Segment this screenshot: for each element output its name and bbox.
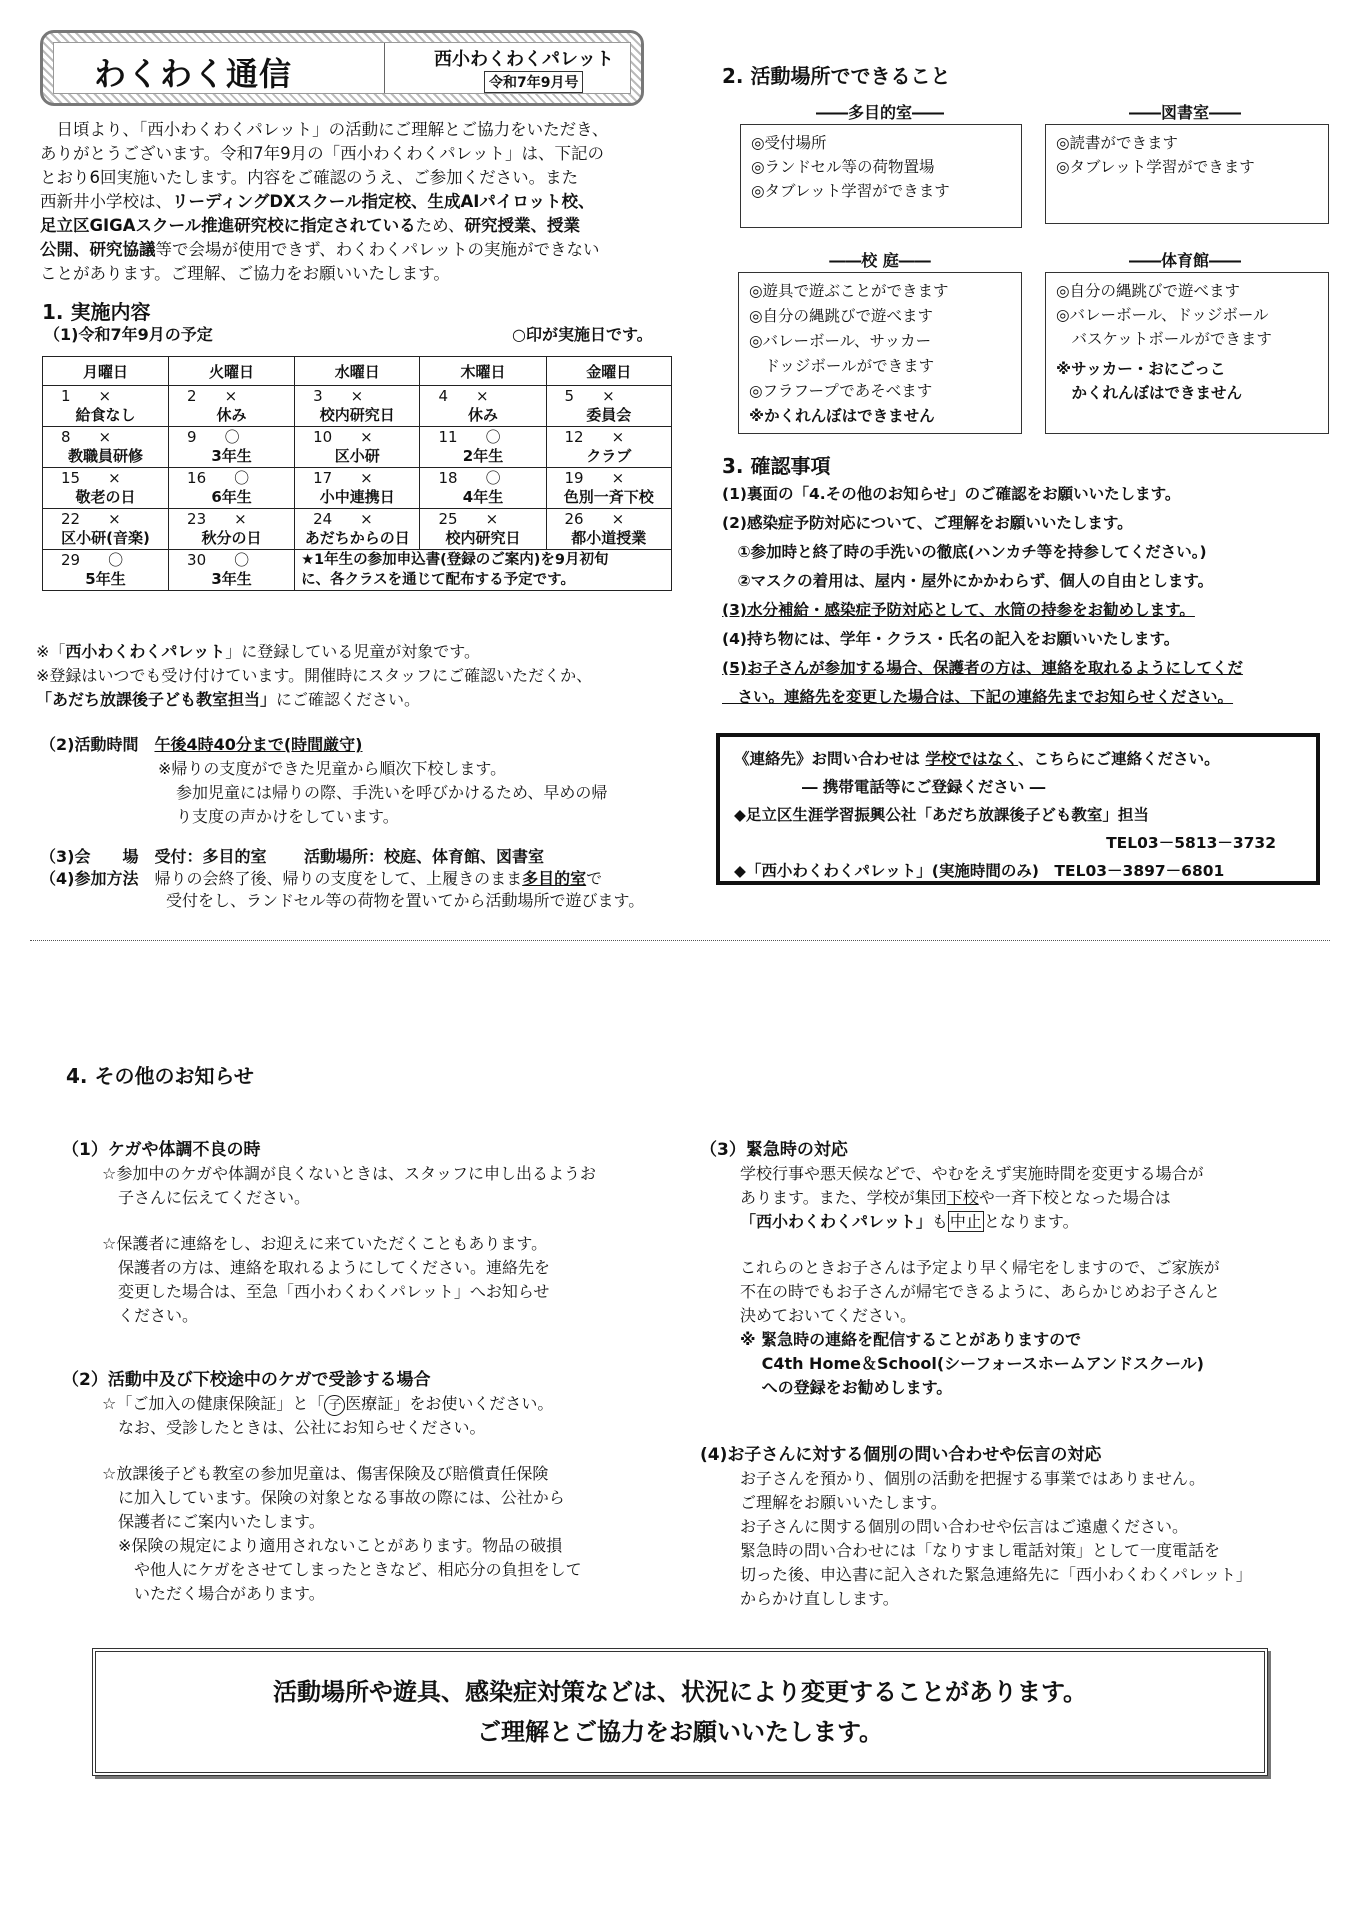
calendar-day-cell: 25 × 校内研究日: [420, 509, 546, 550]
intro-line: 西新井小学校は、リーディングDXスクール指定校、生成AIパイロット校、: [40, 192, 595, 211]
calendar-day-cell: 2 × 休み: [169, 386, 295, 427]
calendar-week-row: [43, 386, 672, 427]
confirmation-list: [722, 480, 1342, 712]
registration-note: ※「西小わくわくパレット」に登録している児童が対象です。: [36, 642, 480, 661]
child-medical-icon: 子: [324, 1395, 345, 1416]
calendar-day-cell: 9 〇 3年生: [169, 427, 295, 468]
calendar-day-cell: 1 × 給食なし: [43, 386, 169, 427]
registration-note: 「あだち放課後子ども教室担当」にご確認ください。: [36, 690, 421, 709]
calendar-day-cell: 26 × 都小道授業: [546, 509, 671, 550]
calendar-day-cell: 23 × 秋分の日: [169, 509, 295, 550]
intro-line: 足立区GIGAスクール推進研究校に指定されているため、研究授業、授業: [40, 216, 581, 235]
intro-paragraph: [40, 118, 690, 286]
section4-heading: 4. その他のお知らせ: [66, 1064, 254, 1088]
confirmation-item: (5)お子さんが参加する場合、保護者の方は、連絡を取れるようにしてくだ: [722, 659, 1243, 677]
intro-line: 日頃より、「西小わくわくパレット」の活動にご理解とご協力をいただき、: [40, 120, 609, 139]
calendar-day-cell: 22 × 区小研(音楽): [43, 509, 169, 550]
box-schoolyard: ◎遊具で遊ぶことができます ◎自分の縄跳びで遊べます ◎バレーボール、サッカー ドッジボールができます ◎フラフープであそべます ※かくれんぼはできません: [738, 272, 1022, 434]
weekday-header: 火曜日: [169, 357, 295, 386]
title-plate: [40, 30, 644, 106]
newsletter-title: わくわく通信: [94, 55, 293, 93]
confirmation-item: さい。連絡先を変更した場合は、下記の連絡先までお知らせください。: [722, 688, 1234, 706]
notice-inquiries: (4)お子さんに対する個別の問い合わせや伝言の対応 お子さんを預かり、個別の活動を把握する事業ではありません。 ご理解をお願いいたします。 お子さんに関する個別の問い合わせや伝言はご遠慮ください。 緊急時の問い合わせには「なりすまし電話対策」として一度電話を 切った後、申込書に記入された緊急連絡先に「西小わくわくパレット」 からかけ直しします。: [700, 1445, 1252, 1608]
box-gym: ◎自分の縄跳びで遊べます ◎バレーボール、ドッジボール バスケットボールができます ※サッカー・おにごっこ かくれんぼはできません: [1045, 272, 1329, 434]
newsletter-issue: 令和7年9月号: [484, 71, 583, 93]
weekday-header: 木曜日: [420, 357, 546, 386]
calendar-day-cell: 8 × 教職員研修: [43, 427, 169, 468]
registration-notes: [36, 640, 696, 712]
calendar-day-cell: 5 × 委員会: [546, 386, 671, 427]
calendar-day-cell: 4 × 休み: [420, 386, 546, 427]
intro-line: とおり6回実施いたします。内容をご確認のうえ、ご参加ください。また: [40, 168, 579, 187]
calendar-day-cell: 17 × 小中連携日: [295, 468, 420, 509]
calendar-day-cell: 18 〇 4年生: [420, 468, 546, 509]
footer-notice: 活動場所や遊具、感染症対策などは、状況により変更することがあります。 ご理解とご協力をお願いいたします。: [272, 1678, 1088, 1746]
weekday-header: 金曜日: [546, 357, 671, 386]
page-divider: [30, 940, 1330, 941]
schedule-calendar: [42, 356, 672, 591]
venue-and-method: （3)会 場 受付：多目的室 活動場所：校庭、体育館、図書室 （4)参加方法 帰りの会終了後、帰りの支度をして、上履きのまま多目的室で 受付をし、ランドセル等の荷物を置いてから活動場所で遊びます。: [40, 846, 720, 912]
contact-box: 《連絡先》お問い合わせは 学校ではなく、こちらにご連絡ください。 ― 携帯電話等にご登録ください ― ◆足立区生涯学習振興公社「あだち放課後子ども教室」担当 TEL03－5813－3732 ◆「西小わくわくパレット」(実施時間のみ) TEL03－3897－6801: [716, 733, 1320, 885]
contact-phone-2: ◆「西小わくわくパレット」(実施時間のみ) TEL03－3897－6801: [734, 862, 1225, 880]
calendar-header-row: [43, 357, 672, 386]
calendar-day-cell: 15 × 敬老の日: [43, 468, 169, 509]
calendar-note-cell: ★1年生の参加申込書(登録のご案内)を9月初旬 に、各クラスを通じて配布する予定です。: [295, 550, 672, 591]
calendar-day-cell: 12 × クラブ: [546, 427, 671, 468]
calendar-day-cell: 19 × 色別一斉下校: [546, 468, 671, 509]
box-head-gym: ――体育館――: [1128, 251, 1241, 270]
title-inner: [53, 42, 631, 94]
notice-injury: （1）ケガや体調不良の時 ☆参加中のケガや体調が良くないときは、スタッフに申し出るようお 子さんに伝えてください。 ☆保護者に連絡をし、お迎えに来ていただくこともあります。 保護者の方は、連絡を取れるようにしてください。連絡先を 変更した場合は、至急「西小わくわくパレット」へお知らせ ください。: [62, 1140, 597, 1325]
calendar-day-cell: 10 × 区小研: [295, 427, 420, 468]
confirmation-item: ①参加時と終了時の手洗いの徹底(ハンカチ等を持参してください。): [722, 543, 1207, 561]
registration-note: ※登録はいつでも受け付けています。開催時にスタッフにご確認いただくか、: [36, 666, 593, 685]
section2-heading: 2. 活動場所でできること: [722, 64, 951, 88]
calendar-day-cell: 11 〇 2年生: [420, 427, 546, 468]
method-line: （4)参加方法 帰りの会終了後、帰りの支度をして、上履きのまま多目的室で: [40, 869, 603, 888]
intro-line: 公開、研究協議等で会場が使用できず、わくわくパレットの実施ができない: [40, 240, 600, 259]
calendar-week-row: [43, 468, 672, 509]
intro-line: ことがあります。ご理解、ご協力をお願いいたします。: [40, 264, 450, 283]
title-divider: [384, 43, 385, 93]
calendar-day-cell: 3 × 校内研究日: [295, 386, 420, 427]
footer-notice-box: [92, 1648, 1268, 1776]
confirmation-item: ②マスクの着用は、屋内・屋外にかかわらず、個人の自由とします。: [722, 572, 1214, 590]
calendar-week-row: [43, 550, 672, 591]
intro-line: ありがとうございます。令和7年9月の「西小わくわくパレット」は、下記の: [40, 144, 605, 163]
schedule-subheading: （1)令和7年9月の予定: [44, 325, 213, 344]
venue-line: （3)会 場 受付：多目的室 活動場所：校庭、体育館、図書室: [40, 847, 545, 866]
confirmation-item: (1)裏面の「4.その他のお知らせ」のご確認をお願いいたします。: [722, 485, 1181, 503]
box-library: ◎読書ができます ◎タブレット学習ができます: [1045, 124, 1329, 224]
calendar-week-row: [43, 427, 672, 468]
schedule-legend: ○印が実施日です。: [512, 325, 653, 344]
confirmation-item: (2)感染症予防対応について、ご理解をお願いいたします。: [722, 514, 1133, 532]
box-head-multipurpose: ――多目的室――: [815, 103, 944, 122]
section3-heading: 3. 確認事項: [722, 454, 831, 478]
section1-heading: 1. 実施内容: [42, 300, 151, 324]
calendar-day-cell: 16 〇 6年生: [169, 468, 295, 509]
confirmation-item: (4)持ち物には、学年・クラス・氏名の記入をお願いいたします。: [722, 630, 1180, 648]
box-head-schoolyard: ――校 庭――: [829, 251, 931, 270]
calendar-day-cell: 29 〇 5年生: [43, 550, 169, 591]
calendar-day-cell: 24 × あだちからの日: [295, 509, 420, 550]
calendar-day-cell: 30 〇 3年生: [169, 550, 295, 591]
box-head-library: ――図書室――: [1128, 103, 1241, 122]
confirmation-item: (3)水分補給・感染症予防対応として、水筒の持参をお勧めします。: [722, 601, 1195, 619]
weekday-header: 水曜日: [295, 357, 420, 386]
box-multipurpose-room: ◎受付場所 ◎ランドセル等の荷物置場 ◎タブレット学習ができます: [740, 124, 1022, 228]
activity-time: （2)活動時間 午後4時40分まで(時間厳守) ※帰りの支度ができた児童から順次下校します。 参加児童には帰りの際、手洗いを呼びかけるため、早めの帰 り支度の声かけをしています。: [40, 735, 608, 826]
weekday-header: 月曜日: [43, 357, 169, 386]
newsletter-org: 西小わくわくパレット: [434, 49, 614, 70]
notice-emergency: （3）緊急時の対応 学校行事や悪天候などで、やむをえず実施時間を変更する場合が あります。また、学校が集団下校や一斉下校となった場合は 「西小わくわくパレット」も 中止 となります。 これらのときお子さんは予定より早く帰宅をしますので、ご家族が 不在の時でもお子さんが帰宅できるように、あらかじめお子さんと 決めておいてください。 ※ 緊急時の連絡を配信することがありますので C4th Home＆School(シーフォースホームアンドスクール) への登録をお勧めします。: [700, 1140, 1221, 1397]
calendar-week-row: [43, 509, 672, 550]
contact-phone-1: TEL03－5813－3732: [1106, 834, 1276, 852]
notice-medical: （2）活動中及び下校途中のケガで受診する場合 ☆「ご加入の健康保険証」と「 子 医療証」をお使いください。 なお、受診したときは、公社にお知らせください。 ☆放課後子ども教室の参加児童は、傷害保険及び賠償責任保険 に加入しています。保険の対象となる事故の際には、公社から 保護者にご案内いたします。 ※保険の規定により適用されないことがあります。物品の破損 や他人にケガをさせてしまったときなど、相応分の負担をして いただく場合があります。: [62, 1370, 582, 1603]
